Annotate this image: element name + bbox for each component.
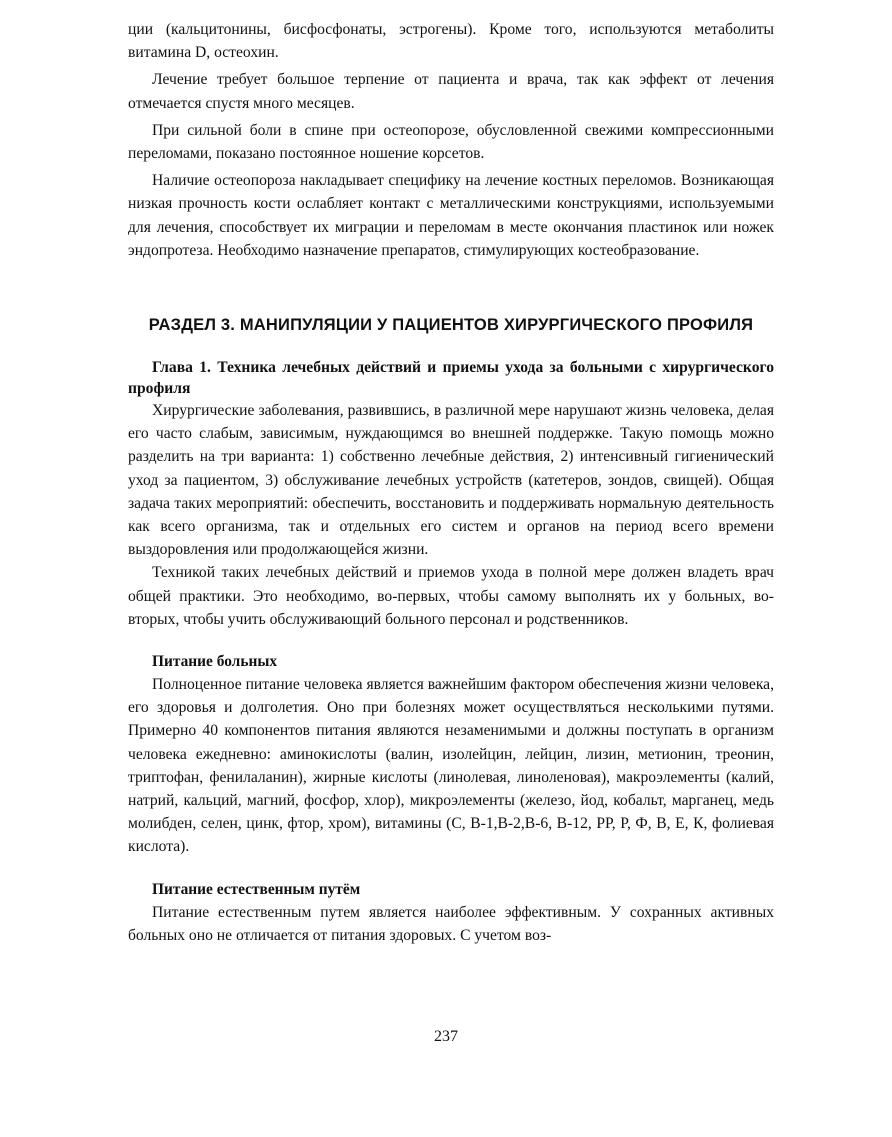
- chapter-paragraph-2: Техникой таких лечебных действий и приемов ухода в полной мере должен владеть врач общей практики. Это необходимо, во-первых, чтобы самому выполнять их у больных, во-вторых, чтобы учить обслуживающий больного персонал и родственников.: [128, 564, 774, 628]
- intro-paragraph-1: ции (кальцитонины, бисфосфонаты, эстрогены). Кроме того, используются метаболиты витамина D, остеохин.: [128, 21, 774, 62]
- chapter-heading: Глава 1. Техника лечебных действий и приемы ухода за больными с хирургического профиля: [128, 359, 774, 398]
- intro-paragraph-4: Наличие остеопороза накладывает специфику на лечение костных переломов. Возникающая низкая прочность кости ослабляет контакт с металлическими конструкциями, используемыми для лечения, способствует их миграции и переломам в месте окончания пластинок или ножек эндопротеза. Необходимо назначение препаратов, стимулирующих костеобразование.: [128, 172, 774, 259]
- page-content: [128, 18, 774, 947]
- section-heading: РАЗДЕЛ 3. МАНИПУЛЯЦИИ У ПАЦИЕНТОВ ХИРУРГИЧЕСКОГО ПРОФИЛЯ: [148, 316, 754, 335]
- chapter-paragraph-1: Хирургические заболевания, развившись, в различной мере нарушают жизнь человека, делая его часто слабым, зависимым, нуждающимся во внешней поддержке. Такую помощь можно разделить на три варианта: 1) собственно лечебные действия, 2) интенсивный гигиенический уход за пациентом, 3) обслуживание лечебных устройств (катетеров, зондов, свищей). Общая задача таких мероприятий: обеспечить, восстановить и поддерживать нормальную деятельность как всего организма, так и отдельных его систем и органов на период всего времени выздоровления или продолжающейся жизни.: [128, 402, 774, 559]
- page-number: 237: [434, 1028, 458, 1045]
- subheading-natural-feeding: Питание естественным путём: [152, 880, 361, 898]
- intro-paragraph-3: При сильной боли в спине при остеопорозе, обусловленной свежими компрессионными переломами, показано постоянное ношение корсетов.: [128, 121, 774, 163]
- intro-paragraph-2: Лечение требует большое терпение от пациента и врача, так как эффект от лечения отмечается спустя много месяцев.: [128, 71, 774, 112]
- subheading-nutrition: Питание больных: [152, 653, 278, 671]
- natural-feeding-paragraph: Питание естественным путем является наиболее эффективным. У сохранных активных больных оно не отличается от питания здоровых. С учетом воз-: [128, 903, 774, 944]
- nutrition-paragraph: Полноценное питание человека является важнейшим фактором обеспечения жизни человека, его здоровья и долголетия. Оно при болезнях может осуществляться несколькими путями. Примерно 40 компонентов питания являются незаменимыми и должны поступать в организм человека ежедневно: аминокислоты (валин, изолейцин, лейцин, лизин, метионин, треонин, триптофан, фенилаланин), жирные кислоты (линолевая, линоленовая), макроэлементы (калий, натрий, кальций, магний, фосфор, хлор), микроэлементы (железо, йод, кобальт, марганец, медь молибден, селен, цинк, фтор, хром), витамины (С, В-1,В-2,В-6, В-12, РР, Р, Ф, В, Е, К, фолиевая кислота).: [128, 676, 774, 856]
